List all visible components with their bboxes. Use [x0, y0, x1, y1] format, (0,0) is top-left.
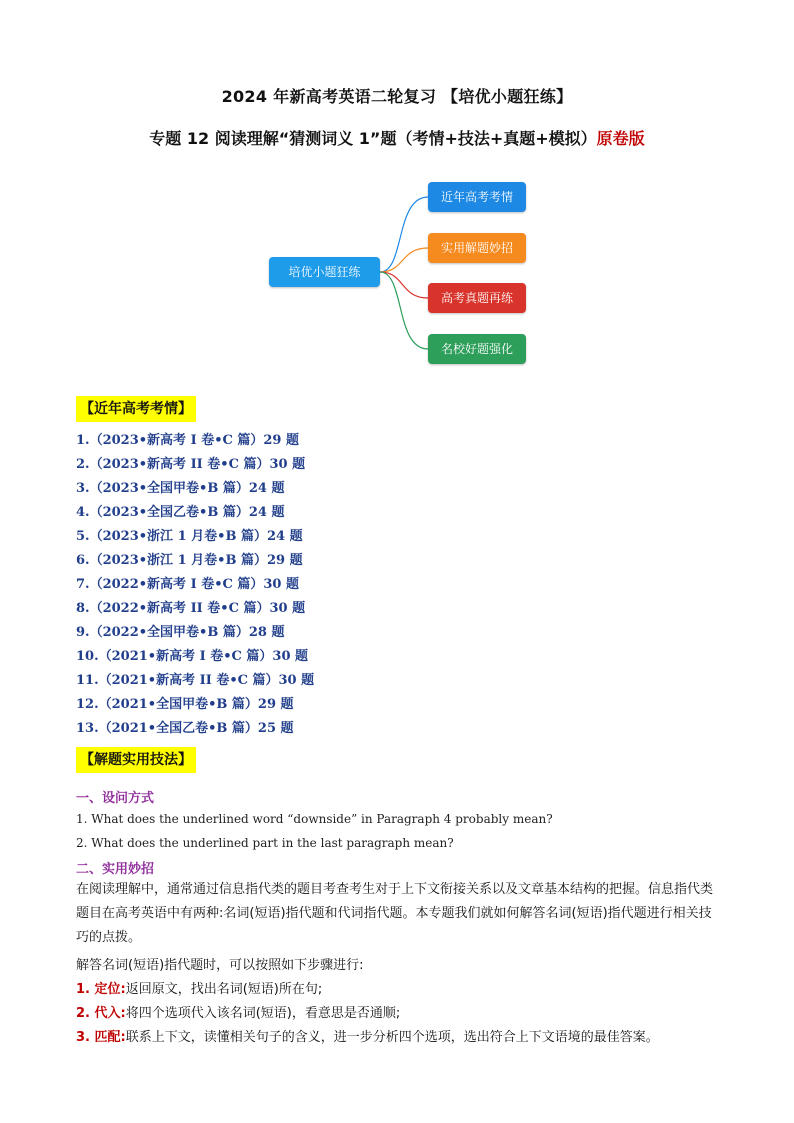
exam-question-list	[76, 432, 314, 744]
step-locate	[76, 978, 736, 997]
list-item: 3.（2023•全国甲卷•B 篇）24 题	[76, 481, 285, 496]
step-key: 2. 代入:	[76, 1006, 126, 1021]
section-label-exam-trends: 【近年高考考情】	[76, 396, 196, 422]
connector-2	[380, 248, 428, 272]
subtitle-main: 专题 12 阅读理解“猜测词义 1”题（考情+技法+真题+模拟）	[149, 129, 597, 148]
list-item: 4.（2023•全国乙卷•B 篇）24 题	[76, 505, 285, 520]
step-key: 1. 定位:	[76, 982, 126, 997]
section-label-techniques: 【解题实用技法】	[76, 747, 196, 773]
list-item: 6.（2023•浙江 1 月卷•B 篇）29 题	[76, 553, 303, 568]
mindmap-branch-1: 近年高考考情	[428, 182, 526, 212]
document-title: 2024 年新高考英语二轮复习 【培优小题狂练】	[221, 87, 573, 106]
subtitle-version: 原卷版	[596, 129, 645, 148]
sample-question-1: 1. What does the underlined word “downside” in Paragraph 4 probably mean?	[76, 812, 553, 826]
list-item: 12.（2021•全国甲卷•B 篇）29 题	[76, 697, 294, 712]
mindmap-branch-2: 实用解题妙招	[428, 233, 526, 263]
list-item: 8.（2022•新高考 II 卷•C 篇）30 题	[76, 601, 306, 616]
subheading-practical-tips: 二、实用妙招	[76, 862, 155, 877]
list-item: 10.（2021•新高考 I 卷•C 篇）30 题	[76, 649, 309, 664]
sample-question-2: 2. What does the underlined part in the last paragraph mean?	[76, 836, 454, 850]
list-item: 13.（2021•全国乙卷•B 篇）25 题	[76, 721, 294, 736]
list-item: 5.（2023•浙江 1 月卷•B 篇）24 题	[76, 529, 303, 544]
connector-1	[380, 197, 428, 272]
steps-intro: 解答名词(短语)指代题时，可以按照如下步骤进行:	[76, 958, 364, 973]
step-text: 将四个选项代入该名词(短语)，看意思是否通顺;	[125, 1006, 401, 1021]
step-match	[76, 1026, 736, 1045]
connector-3	[380, 272, 428, 298]
mindmap-branch-3: 高考真题再练	[428, 283, 526, 313]
mindmap-branch-4: 名校好题强化	[428, 334, 526, 364]
list-item: 7.（2022•新高考 I 卷•C 篇）30 题	[76, 577, 299, 592]
step-text: 联系上下文，读懂相关句子的含义，进一步分析四个选项，选出符合上下文语境的最佳答案。	[125, 1030, 659, 1045]
list-item: 2.（2023•新高考 II 卷•C 篇）30 题	[76, 457, 306, 472]
step-substitute	[76, 1002, 736, 1021]
explanation-paragraph: 在阅读理解中，通常通过信息指代类的题目考查考生对于上下文衔接关系以及文章基本结构的把握。信息指代类题目在高考英语中有两种:名词(短语)指代题和代词指代题。本专题我们就如何解答名词(短语)指代题进行相关技巧的点拨。	[76, 882, 714, 945]
list-item: 1.（2023•新高考 I 卷•C 篇）29 题	[76, 433, 299, 448]
step-text: 返回原文，找出名词(短语)所在句;	[125, 982, 323, 997]
subheading-question-forms: 一、设问方式	[76, 791, 155, 806]
mindmap-root: 培优小题狂练	[269, 257, 380, 287]
connector-4	[380, 272, 428, 349]
list-item: 11.（2021•新高考 II 卷•C 篇）30 题	[76, 673, 315, 688]
list-item: 9.（2022•全国甲卷•B 篇）28 题	[76, 625, 285, 640]
mindmap-connectors	[0, 0, 794, 400]
step-key: 3. 匹配:	[76, 1030, 126, 1045]
